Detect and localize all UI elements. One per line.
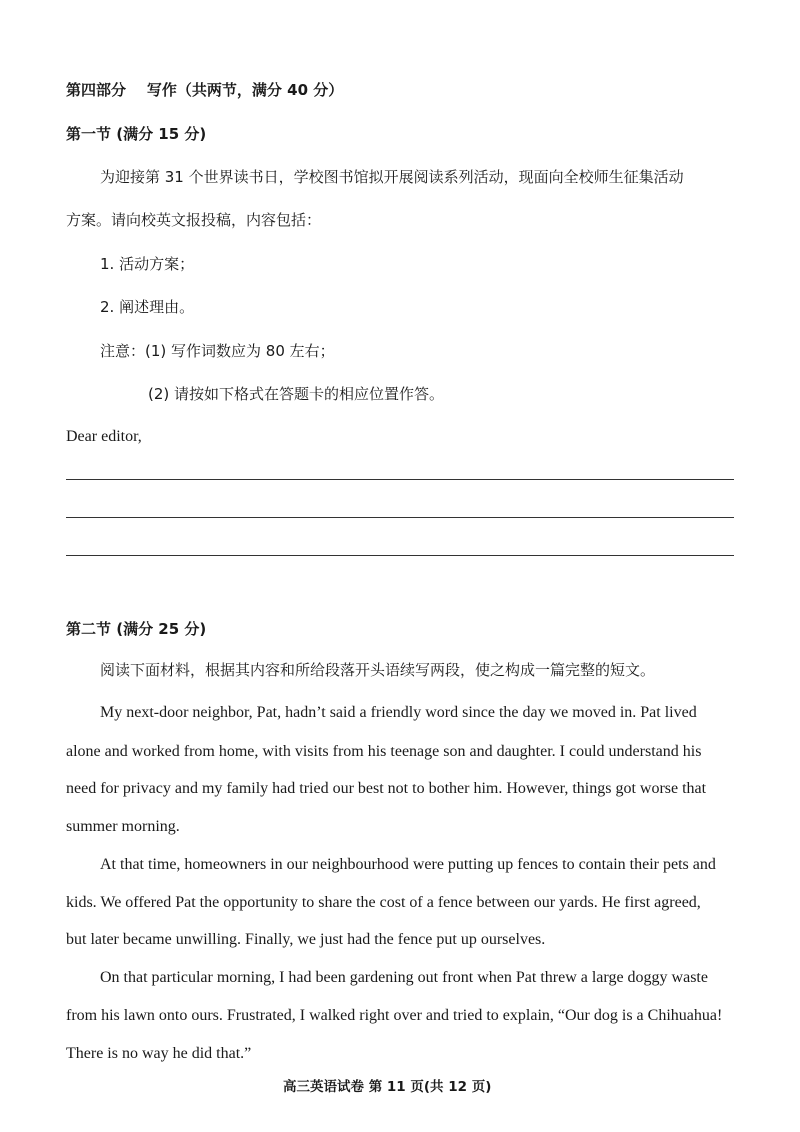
part-heading bbox=[66, 80, 343, 100]
passage-line: kids. We offered Pat the opportunity to share the cost of a fence between our yards. He first agreed, bbox=[66, 894, 701, 911]
passage-line: alone and worked from home, with visits from his teenage son and daughter. I could understand his bbox=[66, 743, 702, 760]
section1-item2: 2. 阐述理由。 bbox=[100, 298, 195, 316]
passage-line: My next-door neighbor, Pat, hadn’t said a friendly word since the day we moved in. Pat lived bbox=[100, 704, 697, 721]
section1-note2: (2) 请按如下格式在答题卡的相应位置作答。 bbox=[148, 385, 445, 403]
section2-heading: 第二节 (满分 25 分) bbox=[66, 620, 207, 638]
section1-intro-line1: 为迎接第 31 个世界读书日，学校图书馆拟开展阅读系列活动，现面向全校师生征集活动 bbox=[100, 168, 684, 186]
part-subtitle: 写作（共两节，满分 40 分） bbox=[146, 81, 344, 99]
section1-intro-line2: 方案。请向校英文报投稿，内容包括： bbox=[66, 211, 322, 229]
answer-line bbox=[66, 555, 734, 556]
answer-line bbox=[66, 479, 734, 480]
passage-line: but later became unwilling. Finally, we just had the fence put up ourselves. bbox=[66, 931, 546, 948]
part-title: 第四部分 bbox=[66, 81, 127, 99]
passage-line: need for privacy and my family had tried our best not to bother him. However, things got worse that bbox=[66, 780, 707, 797]
passage-line: There is no way he did that.” bbox=[66, 1045, 252, 1062]
page-footer: 高三英语试卷 第 11 页(共 12 页) bbox=[283, 1079, 492, 1095]
section1-item1: 1. 活动方案； bbox=[100, 255, 195, 273]
passage-line: from his lawn onto ours. Frustrated, I walked right over and tried to explain, “Our dog is a Chihuahua! bbox=[66, 1007, 723, 1024]
section1-note1: 注意：(1) 写作词数应为 80 左右； bbox=[100, 342, 335, 360]
answer-line bbox=[66, 517, 734, 518]
section2-instruction: 阅读下面材料，根据其内容和所给段落开头语续写两段，使之构成一篇完整的短文。 bbox=[100, 661, 656, 679]
salutation: Dear editor, bbox=[66, 428, 142, 445]
passage-line: At that time, homeowners in our neighbourhood were putting up fences to contain their pets and bbox=[100, 856, 716, 873]
passage-line: On that particular morning, I had been gardening out front when Pat threw a large doggy waste bbox=[100, 969, 708, 986]
passage-line: summer morning. bbox=[66, 818, 180, 835]
section1-heading: 第一节 (满分 15 分) bbox=[66, 125, 207, 143]
